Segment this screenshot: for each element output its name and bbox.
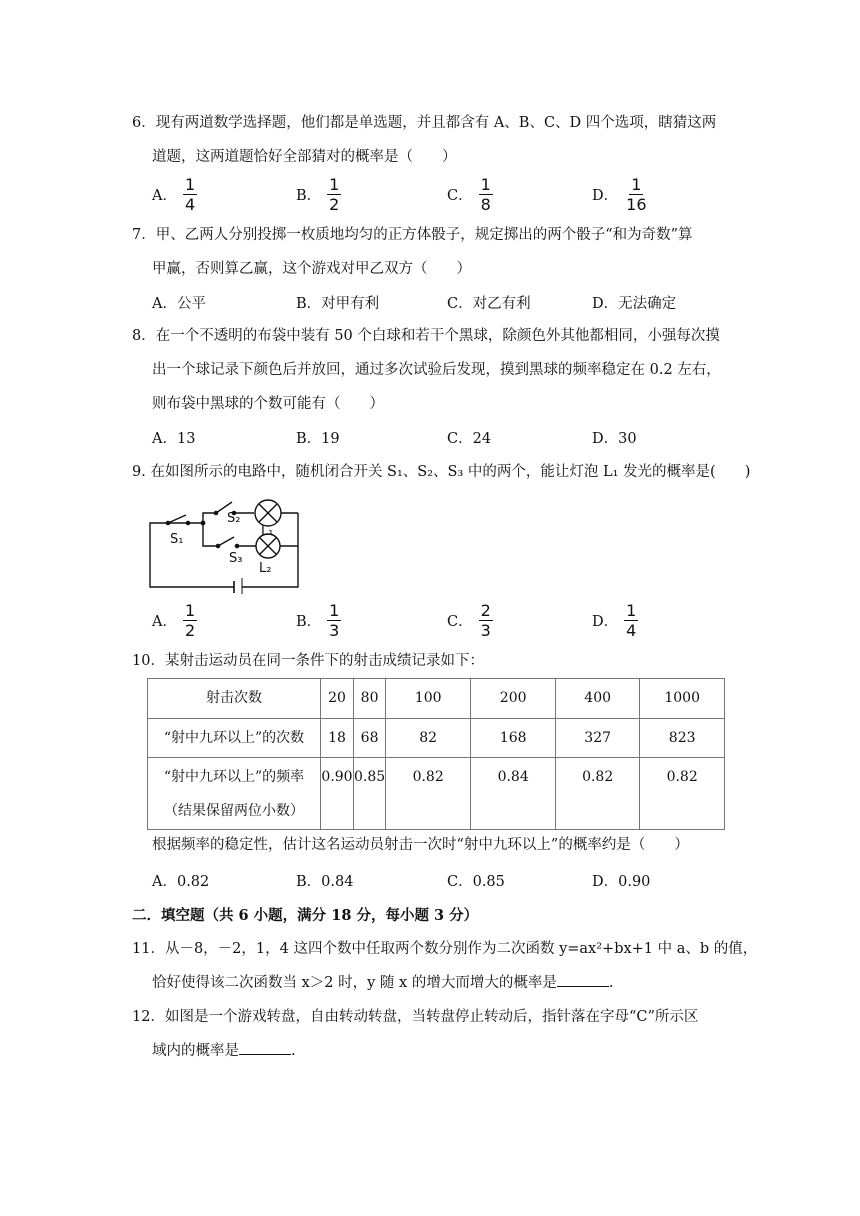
question-6-options bbox=[152, 174, 712, 214]
question-8-text-2: 出一个球记录下颜色后并放回，通过多次试验后发现，摸到黑球的频率稳定在 0.2 左右， bbox=[152, 362, 721, 378]
answer-blank[interactable] bbox=[239, 1040, 291, 1055]
fraction bbox=[183, 602, 197, 639]
option-a: A．公平 bbox=[152, 295, 206, 312]
numerator: 1 bbox=[480, 174, 491, 194]
option-d bbox=[592, 174, 649, 214]
option-letter: A． bbox=[152, 187, 177, 204]
question-7-text-2: 甲赢，否则算乙赢，这个游戏对甲乙双方（ ） bbox=[152, 261, 471, 277]
label-l1: L₁ bbox=[261, 524, 274, 539]
table-cell: 20 bbox=[321, 679, 354, 719]
answer-blank[interactable] bbox=[557, 972, 609, 987]
option-letter: C． bbox=[447, 187, 473, 204]
question-6-text-1: 6．现有两道数学选择题，他们都是单选题，并且都含有 A、B、C、D 四个选项，瞎猜这两 bbox=[132, 115, 717, 131]
table-cell: 0.82 bbox=[386, 758, 471, 830]
question-10-text-1: 10．某射击运动员在同一条件下的射击成绩记录如下： bbox=[132, 653, 484, 669]
question-11-text-1: 11．从－8，－2，1，4 这四个数中任取两个数分别作为二次函数 y=ax²+bx+1 中 a、b 的值， bbox=[132, 941, 758, 957]
question-12-text-1: 12．如图是一个游戏转盘，自由转动转盘，当转盘停止转动后，指针落在字母“C”所示区 bbox=[132, 1009, 699, 1025]
option-b: B．19 bbox=[296, 430, 340, 447]
table-cell: 0.90 bbox=[321, 758, 354, 830]
question-10-prompt bbox=[132, 828, 732, 862]
table-cell: 80 bbox=[354, 679, 386, 719]
option-a bbox=[152, 174, 197, 214]
option-letter: D． bbox=[592, 613, 619, 630]
question-10 bbox=[132, 644, 732, 678]
circuit-diagram bbox=[146, 490, 306, 594]
option-c bbox=[447, 174, 493, 214]
table-cell: 0.85 bbox=[354, 758, 386, 830]
question-7-options bbox=[152, 282, 712, 322]
shooting-table bbox=[147, 678, 725, 830]
fraction bbox=[327, 176, 341, 213]
table-cell: 0.82 bbox=[640, 758, 725, 830]
option-b: B．对甲有利 bbox=[296, 295, 380, 312]
label-s2: S₂ bbox=[227, 511, 241, 526]
option-d bbox=[592, 600, 638, 640]
question-12-text-2-end: . bbox=[291, 1043, 296, 1059]
table-cell bbox=[148, 758, 321, 830]
fraction bbox=[479, 176, 493, 213]
table-cell: 1000 bbox=[640, 679, 725, 719]
option-letter: B． bbox=[296, 613, 322, 630]
option-letter: A． bbox=[152, 613, 177, 630]
table-cell: 射击次数 bbox=[148, 679, 321, 719]
option-letter: B． bbox=[296, 187, 322, 204]
table-row bbox=[148, 719, 725, 758]
numerator: 1 bbox=[184, 600, 196, 620]
label-s1: S₁ bbox=[170, 532, 184, 547]
option-c: C．24 bbox=[447, 430, 492, 447]
question-6-text-2: 道题，这两道题恰好全部猜对的概率是（ ） bbox=[152, 149, 457, 165]
question-9-text-1: 9. 在如图所示的电路中，随机闭合开关 S₁、S₂、S₃ 中的两个，能让灯泡 L₁ 发光的概率是( ) bbox=[132, 464, 751, 480]
freq-label-1: “射中九环以上”的频率 bbox=[163, 769, 305, 785]
denominator: 2 bbox=[184, 620, 196, 640]
fraction bbox=[327, 602, 341, 639]
table-cell: 168 bbox=[471, 719, 556, 758]
question-7-text-1: 7．甲、乙两人分别投掷一枚质地均匀的正方体骰子，规定掷出的两个骰子“和为奇数”算 bbox=[132, 227, 693, 243]
fraction bbox=[624, 602, 638, 639]
question-9 bbox=[132, 455, 751, 489]
option-b bbox=[296, 174, 341, 214]
table-cell: 327 bbox=[556, 719, 640, 758]
numerator: 1 bbox=[626, 600, 637, 620]
question-9-options bbox=[152, 600, 712, 640]
option-d: D．30 bbox=[592, 430, 637, 447]
option-c: C．0.85 bbox=[447, 873, 505, 890]
denominator: 4 bbox=[626, 620, 637, 640]
denominator: 2 bbox=[329, 194, 340, 214]
question-8-options bbox=[152, 417, 712, 457]
numerator: 2 bbox=[480, 600, 491, 620]
option-letter: C． bbox=[447, 613, 473, 630]
table-cell: 0.84 bbox=[471, 758, 556, 830]
freq-label-2: （结果保留两位小数） bbox=[164, 803, 304, 819]
table-cell: 82 bbox=[386, 719, 471, 758]
question-8-text-1: 8．在一个不透明的布袋中装有 50 个白球和若干个黑球，除颜色外其他都相同，小强每次摸 bbox=[132, 328, 720, 344]
table-cell: 100 bbox=[386, 679, 471, 719]
denominator: 4 bbox=[184, 194, 196, 214]
question-11-text-2-body: 恰好使得该二次函数当 x＞2 时，y 随 x 的增大而增大的概率是 bbox=[152, 975, 557, 991]
denominator: 3 bbox=[329, 620, 340, 640]
table-row bbox=[148, 758, 725, 830]
option-a: A．0.82 bbox=[152, 873, 210, 890]
table-row bbox=[148, 679, 725, 719]
option-c: C．对乙有利 bbox=[447, 295, 531, 312]
option-c bbox=[447, 600, 493, 640]
numerator: 1 bbox=[329, 174, 340, 194]
question-8-text-3: 则布袋中黑球的个数可能有（ ） bbox=[152, 396, 384, 412]
label-l2: L₂ bbox=[259, 561, 272, 576]
option-b bbox=[296, 600, 341, 640]
question-6 bbox=[132, 106, 732, 174]
denominator: 16 bbox=[626, 194, 647, 214]
table-cell: 200 bbox=[471, 679, 556, 719]
denominator: 3 bbox=[480, 620, 491, 640]
fraction bbox=[479, 602, 493, 639]
question-12-text-2 bbox=[132, 1034, 732, 1068]
section-heading: 二．填空题（共 6 小题，满分 18 分，每小题 3 分） bbox=[132, 907, 479, 924]
option-d: D．无法确定 bbox=[592, 295, 677, 312]
question-10-options bbox=[152, 860, 712, 900]
option-a bbox=[152, 600, 197, 640]
fraction bbox=[624, 176, 648, 213]
numerator: 1 bbox=[329, 600, 340, 620]
question-7 bbox=[132, 218, 732, 286]
numerator: 1 bbox=[631, 174, 642, 194]
question-12 bbox=[132, 1000, 732, 1068]
table-cell: “射中九环以上”的次数 bbox=[148, 719, 321, 758]
table-cell: 823 bbox=[640, 719, 725, 758]
option-letter: D． bbox=[592, 187, 619, 204]
numerator: 1 bbox=[184, 174, 196, 194]
table-cell: 18 bbox=[321, 719, 354, 758]
question-8 bbox=[132, 319, 732, 421]
option-b: B．0.84 bbox=[296, 873, 354, 890]
table-cell: 400 bbox=[556, 679, 640, 719]
question-11-text-2 bbox=[132, 966, 732, 1000]
option-d: D．0.90 bbox=[592, 873, 651, 890]
fraction bbox=[183, 176, 197, 213]
label-s3: S₃ bbox=[229, 551, 243, 566]
table-cell: 0.82 bbox=[556, 758, 640, 830]
question-10-text-2: 根据频率的稳定性，估计这名运动员射击一次时“射中九环以上”的概率约是（ ） bbox=[152, 837, 689, 853]
option-a: A．13 bbox=[152, 430, 196, 447]
table-cell: 68 bbox=[354, 719, 386, 758]
denominator: 8 bbox=[480, 194, 491, 214]
question-12-text-2-body: 域内的概率是 bbox=[152, 1043, 239, 1059]
question-11-text-2-end: . bbox=[608, 975, 614, 991]
question-11 bbox=[132, 932, 758, 1000]
